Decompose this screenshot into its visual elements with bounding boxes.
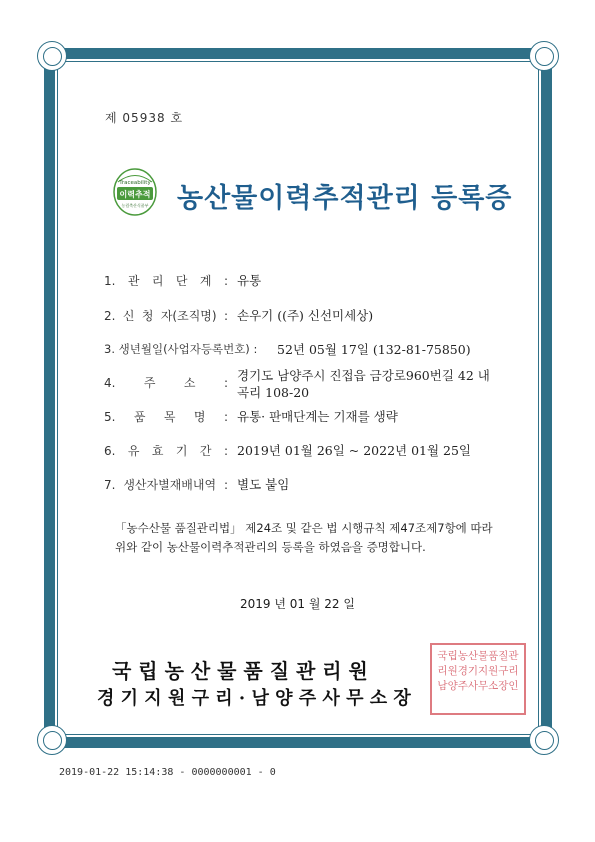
field-label-applicant: 2. 신 청 자(조직명) :	[104, 309, 228, 323]
corner-emblem-icon	[37, 41, 67, 71]
corner-emblem-icon	[529, 41, 559, 71]
statement-line-1: 「농수산물 품질관리법」 제24조 및 같은 법 시행규칙 제47조제7항에 따라	[115, 521, 493, 535]
seal-text: 국립농산물품질관리원경기지원구리남양주사무소장인	[437, 650, 519, 692]
field-value-cultivation-details: 별도 붙임	[237, 477, 290, 492]
field-label-item-name: 5. 품 목 명 :	[104, 410, 228, 424]
official-seal-stamp	[430, 643, 526, 715]
field-label-birth-registration: 3. 생년월일(사업자등록번호) :	[104, 342, 258, 356]
corner-emblem-icon	[37, 725, 67, 755]
traceability-logo-icon	[112, 167, 158, 217]
field-value-birth-registration: 52년 05월 17일 (132-81-75850)	[277, 342, 471, 357]
field-value-validity-period: 2019년 01월 26일 ~ 2022년 01월 25일	[237, 443, 472, 458]
certificate-number-prefix: 제	[105, 111, 118, 125]
field-value-applicant: 손우기 ((주) 신선미세상)	[237, 308, 374, 323]
field-value-address-line1: 경기도 남양주시 진접읍 금강로960번길 42 내	[237, 368, 490, 383]
issuer-line-1: 국 립 농 산 물 품 질 관 리 원	[112, 659, 368, 683]
statement-line-2: 위와 같이 농산물이력추적관리의 등록을 하였음을 증명합니다.	[115, 540, 426, 554]
field-value-address-line2: 곡리 108-20	[237, 385, 310, 400]
print-timestamp-footer: 2019-01-22 15:14:38 - 0000000001 - 0	[59, 767, 276, 778]
certificate-number-suffix: 호	[170, 111, 184, 125]
issue-date: 2019 년 01 월 22 일	[240, 597, 355, 611]
field-value-management-stage: 유통	[237, 273, 262, 288]
field-value-item-name: 유통· 판매단계는 기재를 생략	[237, 409, 398, 424]
certificate-title: 농산물이력추적관리 등록증	[177, 183, 513, 214]
logo-text-en: Traceability	[119, 180, 151, 186]
certificate-number-value: 05938	[122, 111, 166, 125]
issuer-line-2: 경 기 지 원 구 리 · 남 양 주 사 무 소 장	[97, 688, 411, 709]
logo-text-ko: 이력추적	[119, 190, 151, 199]
field-label-cultivation-details: 7. 생산자별재배내역 :	[104, 478, 228, 492]
field-label-address: 4. 주 소 :	[104, 376, 228, 390]
certificate-number	[105, 109, 183, 126]
field-label-management-stage: 1. 관 리 단 계 :	[104, 274, 228, 288]
logo-subtext: 농림축산식품부	[121, 203, 149, 208]
corner-emblem-icon	[529, 725, 559, 755]
field-label-validity-period: 6. 유 효 기 간 :	[104, 444, 228, 458]
